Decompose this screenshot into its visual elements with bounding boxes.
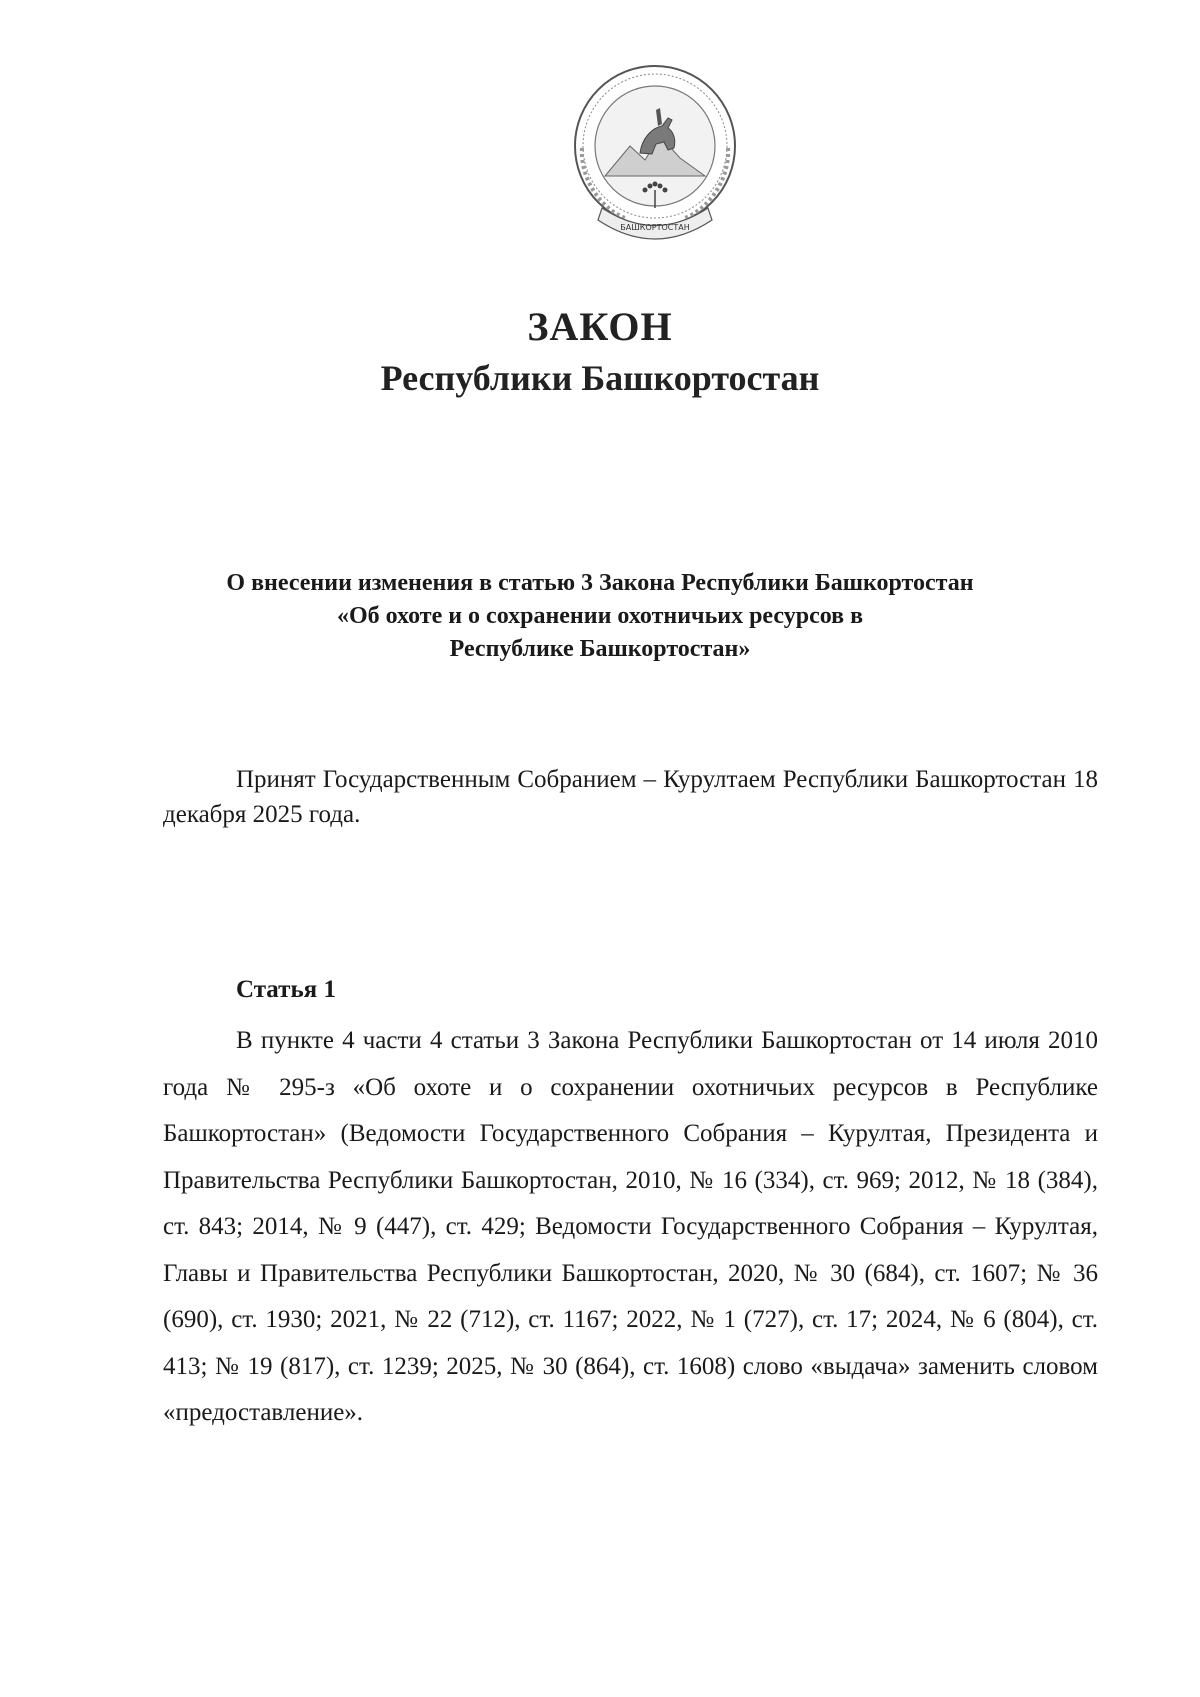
law-subject-line-3: Республике Башкортостан»	[449, 636, 751, 662]
law-title: ЗАКОН	[527, 304, 673, 349]
law-subject	[130, 567, 1070, 666]
law-subject-line-1: О внесении изменения в статью 3 Закона Республики Башкортостан	[226, 570, 974, 596]
law-subject-line-2: «Об охоте и о сохранении охотничьих ресурсов в	[336, 603, 864, 629]
emblem-ribbon-text: БАШКОРТОСТАН	[620, 223, 690, 232]
article-1-heading: Статья 1	[236, 976, 336, 1003]
adoption-statement: Принят Государственным Собранием – Курултаем Республики Башкортостан 18 декабря 2025 года.	[163, 766, 1098, 828]
law-republic-subtitle: Республики Башкортостан	[380, 358, 820, 398]
coat-of-arms-icon	[560, 58, 750, 248]
article-1-body: В пункте 4 части 4 статьи 3 Закона Республики Башкортостан от 14 июля 2010 года № 295-з «Об охоте и о сохранении охотничьих ресурсов в Республике Башкортостан» (Ведомости Государственного Собрания – Курултая, Президента и Правительства Республики Башкортостан, 2010, № 16 (334), ст. 969; 2012, № 18 (384), ст. 843; 2014, № 9 (447), ст. 429; Ведомости Государственного Собрания – Курултая, Главы и Правительства Республики Башкортостан, 2020, № 30 (684), ст. 1607; № 36 (690), ст. 1930; 2021, № 22 (712), ст. 1167; 2022, № 1 (727), ст. 17; 2024, № 6 (804), ст. 413; № 19 (817), ст. 1239; 2025, № 30 (864), ст. 1608) слово «выдача» заменить словом «предоставление».	[163, 1027, 1098, 1426]
